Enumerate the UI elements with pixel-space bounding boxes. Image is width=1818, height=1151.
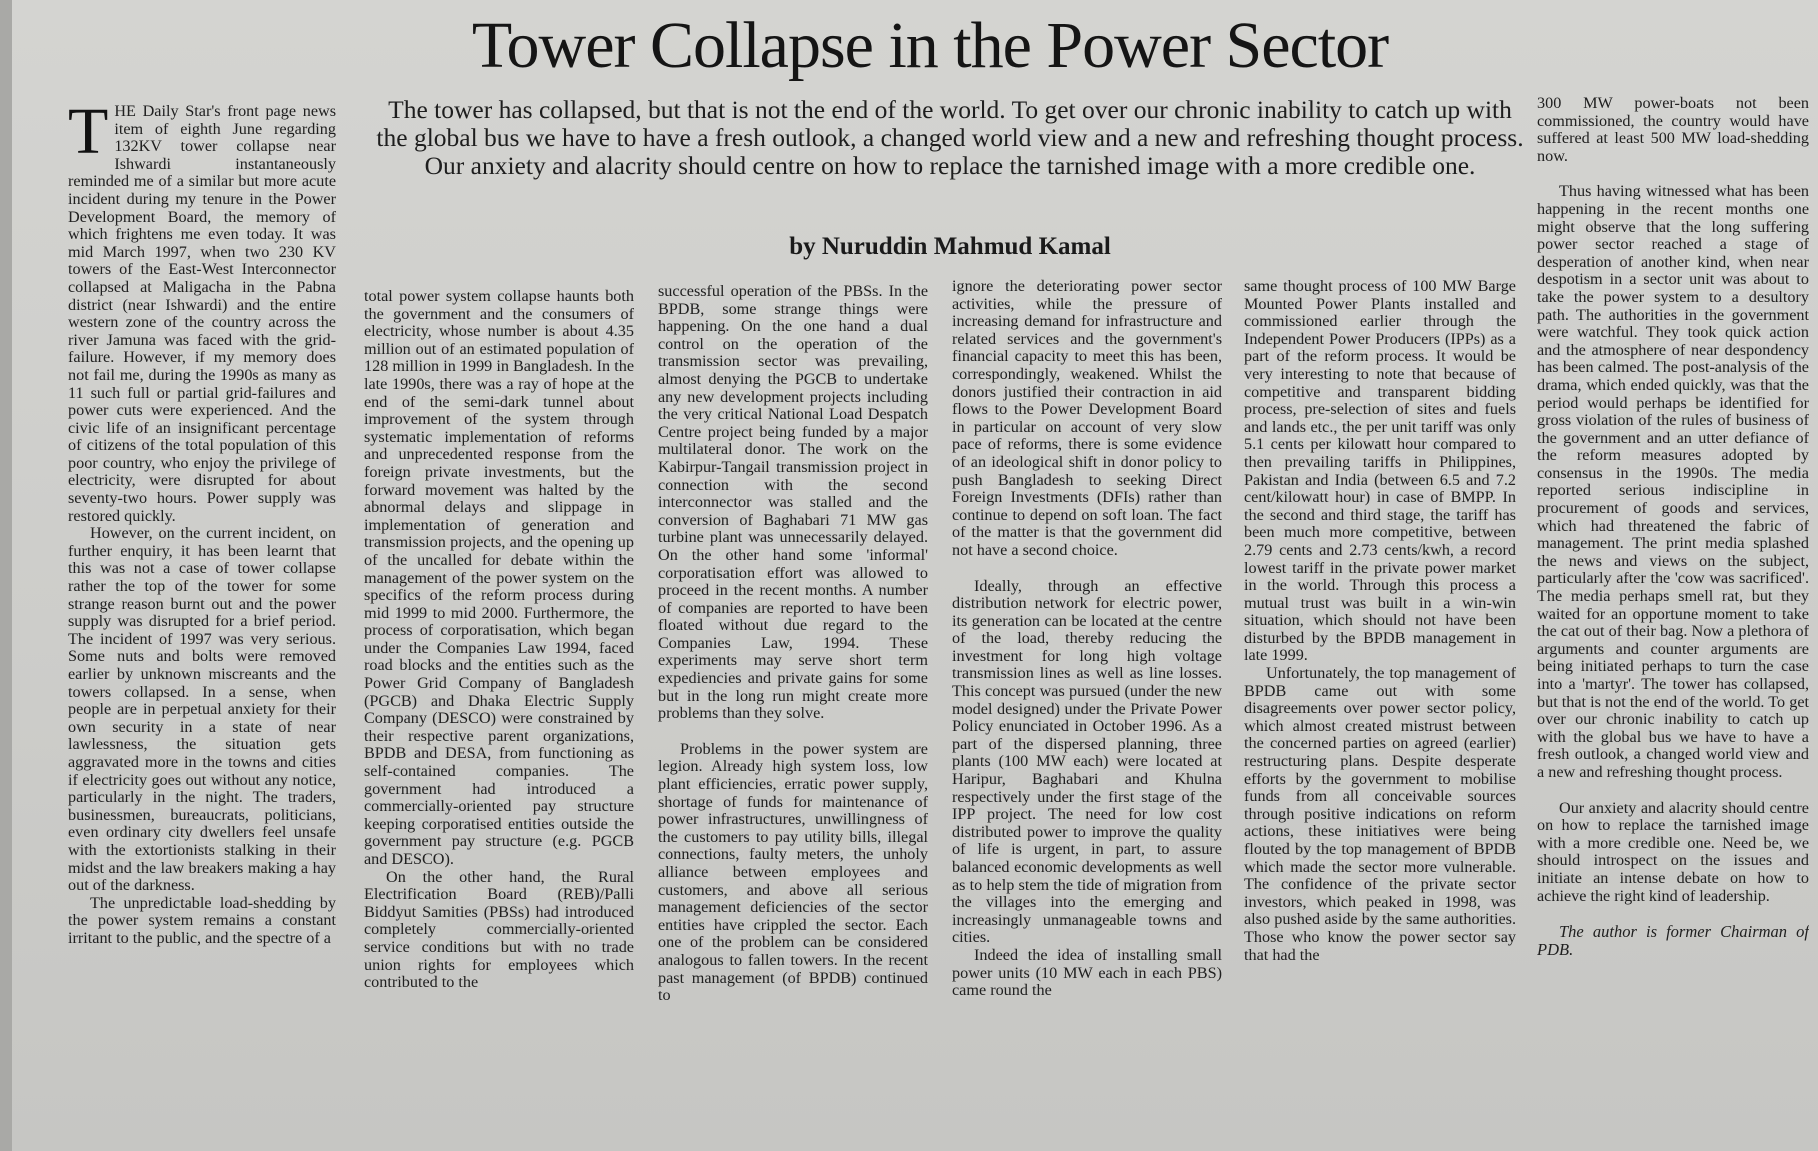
paragraph: The unpredictable load-shedding by the power system remains a constant irritant to the public, and the spectre of a [68,893,336,947]
paragraph: ignore the deteriorating power sector activities, while the pressure of increasing demand for infrastructure and related services and the government's financial capacity to meet this has been, correspondingly, weakened. Whilst the donors justified their contraction in aid flows to the Power Development Board in particular on account of very slow pace of reforms, there is some evidence of an ideological shift in donor policy to push Bangladesh to seeking Direct Foreign Investments (DFIs) rather than continue to depend on soft loan. The fact of the matter is that the government did not have a second choice. [952,278,1222,559]
paragraph: successful operation of the PBSs. In the BPDB, some strange things were happening. On the one hand a dual control on the operation of the transmission sector was prevailing, almost denying the PGCB to undertake any new development projects including the very critical National Load Despatch Centre project being funded by a major multilateral donor. The work on the Kabirpur-Tangail transmission project in connection with the second interconnector was stalled and the conversion of Baghabari 71 MW gas turbine plant was unnecessarily delayed. On the other hand some 'informal' corporatisation effort was allowed to proceed in the recent months. A number of companies are reported to have been floated without due regard to the Companies Law, 1994. These experiments may serve short term expediencies and private gains for some but in the long run might create more problems than they solve. [658,283,928,723]
column-2 [364,288,634,1148]
column-4 [952,278,1222,1148]
paragraph: Our anxiety and alacrity should centre on how to replace the tarnished image with a more credible one. Need be, we should introspect on the issues and initiate an intense debate on how to achieve the right kind of leadership. [1537,798,1809,905]
column-1 [68,103,336,1148]
paragraph: Ideally, through an effective distribution network for electric power, its generation can be located at the centre of the load, thereby reducing the investment for long high voltage transmission lines as well as line losses. This concept was pursued (under the new model designed) under the Private Power Policy enunciated in October 1996. As a part of the dispersed planning, three plants (100 MW each) were located at Haripur, Baghabari and Khulna respectively under the first stage of the IPP project. The need for low cost distributed power to improve the quality of life is urgent, in part, to assure balanced economic developments as well as to help stem the tide of migration from the villages into the emerging and increasingly unmanageable towns and cities. [952,576,1222,947]
paragraph: Thus having witnessed what has been happening in the recent months one might observe that the long suffering power sector reached a stage of desperation of another kind, when near despotism in a sector unit was about to take the power system to a desultory path. The authorities in the government were watchful. They took quick action and the atmosphere of near despondency has been calmed. The post-analysis of the drama, which ended quickly, was that the period would perhaps be identified for gross violation of the rules of business of the government and an utter defiance of the reform measures adopted by consensus in the 1990s. The media reported serious indiscipline in procurement of goods and services, which had threatened the fabric of management. The print media splashed the news and views on the subject, particularly after the 'cow was sacrificed'. The media perhaps smell rat, but they waited for an opportune moment to take the cat out of their bag. Now a plethora of arguments and counter arguments are being initiated perhaps to turn the case into a 'martyr'. The tower has collapsed, but that is not the end of the world. To get over our chronic inability to catch up with the global bus we have to have a fresh outlook, a changed world view and a new and refreshing thought process. [1537,182,1809,781]
column-3 [658,283,928,1148]
headline: Tower Collapse in the Power Sector [471,9,1389,82]
author-note: The author is former Chairman of PDB. [1537,922,1809,959]
column-5 [1244,278,1516,1148]
paragraph: Problems in the power system are legion. Already high system loss, low plant efficiencies, erratic power supply, shortage of funds for maintenance of power infrastructures, unwillingness of the customers to pay utility bills, illegal connections, faulty meters, the unholy alliance between employees and customers, and above all serious management deficiencies of the sector entities have crippled the sector. Each one of the problem can be considered analogous to fallen towers. In the recent past management (of BPDB) continued to [658,739,928,1005]
paragraph: total power system collapse haunts both the government and the consumers of electricity, whose number is about 4.35 million out of an estimated population of 128 million in 1999 in Bangladesh. In the late 1990s, there was a ray of hope at the end of the semi-dark tunnel about improvement of the system through systematic implementation of reforms and unprecedented response from the foreign private investments, but the forward movement was halted by the abnormal delays and slippage in implementation of generation and transmission projects, and the opening up of the uncalled for debate within the management of the power system on the specifics of the reform process during mid 1999 to mid 2000. Furthermore, the process of corporatisation, which began under the Companies Law 1994, faced road blocks and the entities such as the Power Grid Company of Bangladesh (PGCB) and Dhaka Electric Supply Company (DESCO) were constrained by their respective parent organizations, BPDB and DESA, from functioning as self-contained companies. The government had introduced a commercially-oriented pay structure keeping corporatised entities outside the government pay structure (e.g. PGCB and DESCO). [364,288,634,868]
byline: by Nuruddin Mahmud Kamal [789,233,1111,260]
page-edge [0,0,12,1151]
paragraph: THE Daily Star's front page news item of eighth June regarding 132KV tower collapse near Ishwardi instantaneously reminded me of a similar but more acute incident during my tenure in the Power Development Board, the memory of which frightens me even today. It was mid March 1997, when two 230 KV towers of the East-West Interconnector collapsed at Maligacha in the Pabna district (near Ishwardi) and the entire western zone of the country across the river Jamuna was faced with the grid-failure. However, if my memory does not fail me, during the 1990s as many as 11 such full or partial grid-failures and power cuts were experienced. And the civic life of an insignificant percentage of citizens of the total population of this poor country, who enjoy the privilege of electricity, were disrupted for about seventy-two hours. Power supply was restored quickly. [68,103,336,525]
paragraph: On the other hand, the Rural Electrification Board (REB)/Palli Biddyut Samities (PBSs) had introduced completely commercially-oriented service conditions but with no trade union rights for employees which contributed to the [364,867,634,992]
paragraph: 300 MW power-boats not been commissioned, the country would have suffered at least 500 MW load-shedding now. [1537,95,1809,165]
deck-summary: The tower has collapsed, but that is not the end of the world. To get over our chronic inability to catch up with the global bus we have to have a fresh outlook, a changed world view and a new and refreshing thought process. Our anxiety and alacrity should centre on how to replace the tarnished image with a more credible one. [376,95,1524,180]
paragraph: same thought process of 100 MW Barge Mounted Power Plants installed and commissioned earlier through the Independent Power Producers (IPPs) as a part of the reform process. It would be very interesting to note that because of competitive and transparent bidding process, pre-selection of sites and fuels and lands etc., the per unit tariff was only 5.1 cents per kilowatt hour compared to then prevailing tariffs in Philippines, Pakistan and India (between 6.5 and 7.2 cent/kilowatt hour) in case of BMPP. In the second and third stage, the tariff has been much more competitive, between 2.79 cents and 2.73 cents/kwh, a record lowest tariff in the private power market in the world. Through this process a mutual trust was built in a win-win situation, which should not have been disturbed by the BPDB management in late 1999. [1244,278,1516,665]
paragraph: However, on the current incident, on further enquiry, it has been learnt that this was not a case of tower collapse rather the top of the tower for some strange reason burnt out and the power supply was disrupted for a brief period. The incident of 1997 was very serious. Some nuts and bolts were removed earlier by unknown miscreants and the towers collapsed. In a sense, when people are in perpetual anxiety for their own security in a state of near lawlessness, the situation gets aggravated more in the towns and cities if electricity goes out without any notice, particularly in the night. The traders, businessmen, bureaucrats, politicians, even ordinary city dwellers feel unsafe with the extortionists stalking in their midst and the law breakers making a hay out of the darkness. [68,524,336,895]
drop-cap: T [68,103,109,168]
column-6 [1537,95,1809,1145]
paragraph: Indeed the idea of installing small power units (10 MW each in each PBS) came round the [952,945,1222,1000]
paragraph: Unfortunately, the top management of BPDB came out with some disagreements over power sector policy, which almost created mistrust between the concerned parties on agreed (earlier) restructuring plans. Despite desperate efforts by the government to mobilise funds from all conceivable sources through positive indications on reform actions, these initiatives were being flouted by the top management of BPDB which made the sector more vulnerable. The confidence of the private sector investors, which peaked in 1998, was also pushed aside by the same authorities. Those who know the power sector say that had the [1244,664,1516,964]
